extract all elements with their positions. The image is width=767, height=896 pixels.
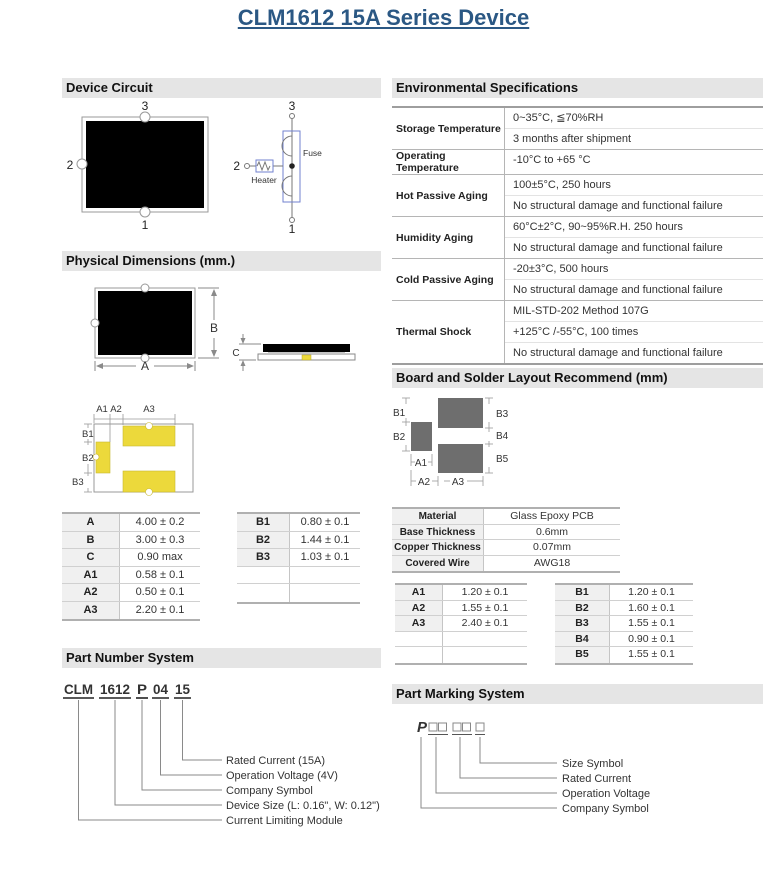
table-row: A2 0.50 ± 0.1 <box>62 584 200 602</box>
table-row <box>395 632 527 648</box>
callout-company-symbol: Company Symbol <box>226 785 313 797</box>
segment-04: 04 <box>153 682 169 697</box>
table-row: A1 1.20 ± 0.1 <box>395 585 527 601</box>
table-row: B2 1.60 ± 0.1 <box>555 601 693 617</box>
table-row: A3 2.20 ± 0.1 <box>62 602 200 620</box>
table-row: Base Thickness 0.6mm <box>392 525 620 541</box>
chip-schematic <box>233 99 322 236</box>
segment-p: P <box>137 682 147 697</box>
callout-rated-current: Rated Current (15A) <box>226 755 326 767</box>
c-dimension-arrows <box>241 338 246 366</box>
table-row: A 4.00 ± 0.2 <box>62 514 200 532</box>
chip-outline-view <box>91 284 195 362</box>
table-row: Copper Thickness 0.07mm <box>392 540 620 556</box>
section-header-device-circuit: Device Circuit <box>62 78 381 98</box>
table-row <box>395 647 527 663</box>
table-row: B3 1.55 ± 0.1 <box>555 616 693 632</box>
table-row: B1 1.20 ± 0.1 <box>555 585 693 601</box>
dim-c-label: C <box>232 348 240 359</box>
table-row: A3 2.40 ± 0.1 <box>395 616 527 632</box>
table-row <box>237 567 360 585</box>
part-number-segments <box>64 682 190 697</box>
board-dim-b5-label: B5 <box>496 454 509 465</box>
environmental-table <box>392 106 763 365</box>
segment-1612: 1612 <box>100 682 130 697</box>
physical-dimensions-diagram <box>62 276 381 380</box>
pad-dim-a1-label: A1 <box>96 404 108 415</box>
dimension-table-abc <box>62 512 200 621</box>
marking-boxes <box>429 723 484 731</box>
chip-pin-1-label: 1 <box>141 218 149 232</box>
board-layout-diagram <box>392 392 602 500</box>
chip-side-view <box>258 344 355 360</box>
board-dim-a1-label: A1 <box>414 458 428 469</box>
board-dim-a2-label: A2 <box>417 477 431 488</box>
pad-dim-b1-label: B1 <box>82 429 94 440</box>
dimension-table-b <box>237 512 360 604</box>
table-row: C 0.90 max <box>62 549 200 567</box>
junction-dot <box>289 163 295 169</box>
env-row-cold-aging: Cold Passive Aging -20±3°C, 500 hours No structural damage and functional failure <box>392 259 763 301</box>
pad-layout-diagram <box>62 390 262 508</box>
dim-a-label: A <box>140 359 150 373</box>
callout-rated-current: Rated Current <box>562 773 632 785</box>
table-row: A2 1.55 ± 0.1 <box>395 601 527 617</box>
env-row-hot-aging: Hot Passive Aging 100±5°C, 250 hours No structural damage and functional failure <box>392 175 763 217</box>
page-title: CLM1612 15A Series Device <box>237 5 530 30</box>
table-row: Material Glass Epoxy PCB <box>392 509 620 525</box>
board-dim-table-b <box>555 583 693 665</box>
chip-pin-3-label: 3 <box>141 99 149 113</box>
section-header-board-layout: Board and Solder Layout Recommend (mm) <box>392 368 763 388</box>
section-header-part-marking: Part Marking System <box>392 684 763 704</box>
env-row-operating: Operating Temperature -10°C to +65 °C <box>392 150 763 175</box>
pad-dim-b2-label: B2 <box>82 453 94 464</box>
marking-prefix: P <box>417 719 428 736</box>
part-number-diagram <box>62 680 381 832</box>
env-row-thermal-shock: Thermal Shock MIL-STD-202 Method 107G +125°C /-55°C, 100 times No structural damage and functional failure <box>392 301 763 363</box>
table-row: B3 1.03 ± 0.1 <box>237 549 360 567</box>
material-table <box>392 507 620 573</box>
table-row: B1 0.80 ± 0.1 <box>237 514 360 532</box>
table-row: Covered Wire AWG18 <box>392 556 620 572</box>
segment-15: 15 <box>175 682 191 697</box>
board-dim-b3-label: B3 <box>496 409 509 420</box>
chip-pin-2-label: 2 <box>66 158 74 172</box>
heater-label: Heater <box>251 175 277 185</box>
section-header-part-number: Part Number System <box>62 648 381 668</box>
env-row-storage: Storage Temperature 0~35°C, ≦70%RH 3 months after shipment <box>392 108 763 150</box>
board-dim-b2-label: B2 <box>393 432 406 443</box>
callout-lines <box>421 737 557 808</box>
table-row: B 3.00 ± 0.3 <box>62 532 200 550</box>
env-row-humidity-aging: Humidity Aging 60°C±2°C, 90~95%R.H. 250 hours No structural damage and functional failure <box>392 217 763 259</box>
board-dim-table-a <box>395 583 527 665</box>
table-row: B5 1.55 ± 0.1 <box>555 647 693 663</box>
fuse-label: Fuse <box>303 148 322 158</box>
device-circuit-diagram <box>62 98 381 240</box>
board-dim-a3-label: A3 <box>451 477 465 488</box>
callout-size-symbol: Size Symbol <box>562 758 624 770</box>
chip-top-view <box>67 99 208 232</box>
table-row: B2 1.44 ± 0.1 <box>237 532 360 550</box>
schematic-pin-2-label: 2 <box>233 159 240 173</box>
table-row: A1 0.58 ± 0.1 <box>62 567 200 585</box>
callout-company-symbol: Company Symbol <box>562 803 649 815</box>
schematic-pin-3-label: 3 <box>288 99 296 113</box>
callout-operation-voltage: Operation Voltage <box>562 788 651 800</box>
pad-dim-a3-label: A3 <box>143 404 155 415</box>
callout-device-size: Device Size (L: 0.16", W: 0.12") <box>226 800 380 812</box>
pad-dim-a2-label: A2 <box>110 404 122 415</box>
board-dim-b4-label: B4 <box>496 431 509 442</box>
schematic-pin-1-label: 1 <box>288 222 296 236</box>
section-header-environmental: Environmental Specifications <box>392 78 763 98</box>
dim-b-label: B <box>209 321 219 335</box>
table-row <box>237 584 360 602</box>
segment-clm: CLM <box>64 682 93 697</box>
callout-operation-voltage: Operation Voltage (4V) <box>226 770 338 782</box>
pad-dim-b3-label: B3 <box>72 477 84 488</box>
section-header-physical-dimensions: Physical Dimensions (mm.) <box>62 251 381 271</box>
board-dim-b1-label: B1 <box>393 408 406 419</box>
callout-current-limiting: Current Limiting Module <box>226 815 343 827</box>
table-row: B4 0.90 ± 0.1 <box>555 632 693 648</box>
part-marking-diagram <box>392 710 763 815</box>
callout-lines <box>79 700 223 820</box>
